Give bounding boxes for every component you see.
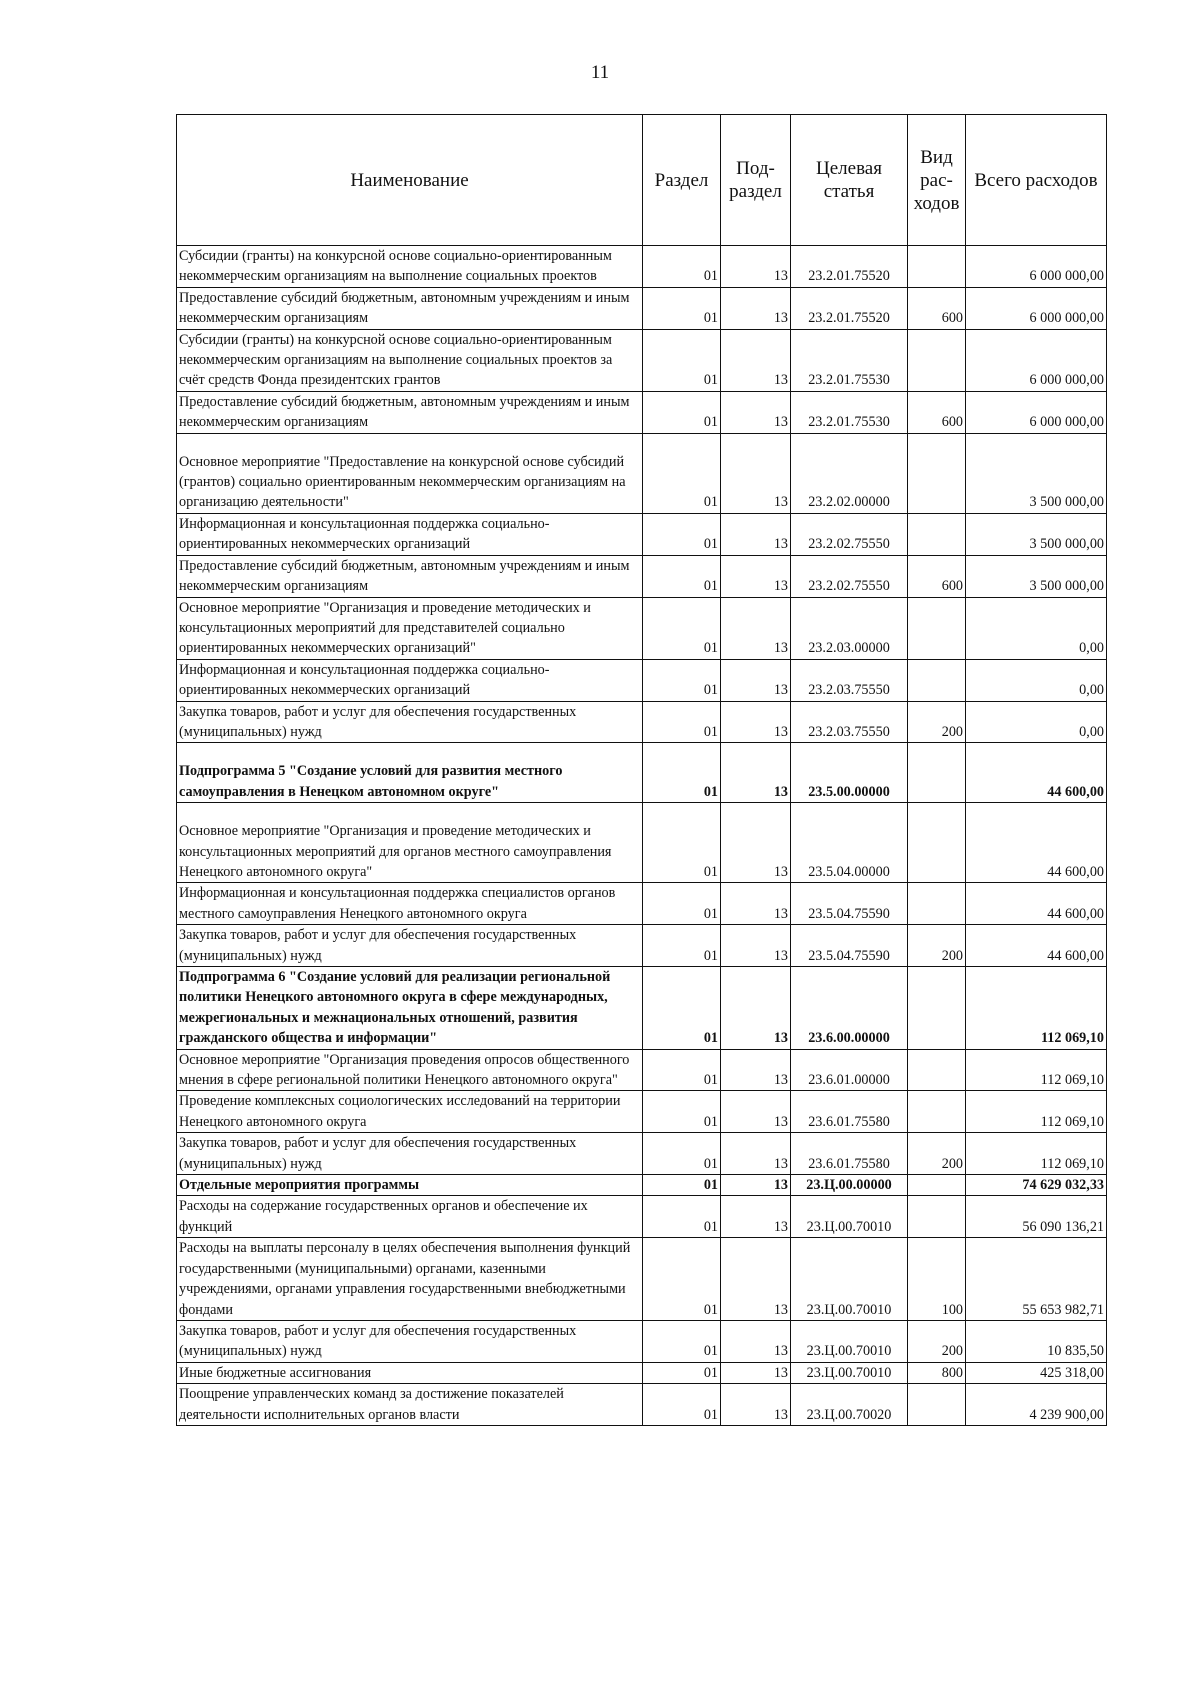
row-expense-type-cell: 200 [908,1133,966,1175]
row-section-cell: 01 [643,246,721,288]
table-row [177,1238,1107,1321]
row-total-cell: 3 500 000,00 [966,513,1107,555]
row-total-cell: 6 000 000,00 [966,287,1107,329]
table-row [177,329,1107,391]
row-target-cell: 23.2.03.00000 [791,597,908,659]
row-total-cell: 10 835,50 [966,1320,1107,1362]
row-expense-type-cell: 200 [908,925,966,967]
row-subsection-cell: 13 [721,287,791,329]
table-row [177,1175,1107,1196]
table-row [177,1384,1107,1426]
row-section-cell: 01 [643,1091,721,1133]
table-row [177,883,1107,925]
row-target-cell: 23.6.01.75580 [791,1133,908,1175]
row-subsection-cell: 13 [721,433,791,513]
row-name-cell: Закупка товаров, работ и услуг для обеспечения государственных (муниципальных) нужд [177,701,643,743]
row-subsection-cell: 13 [721,1049,791,1091]
header-expense-type: Вид рас- ходов [908,115,966,246]
row-target-cell: 23.5.04.00000 [791,803,908,883]
row-section-cell: 01 [643,1320,721,1362]
table-row [177,967,1107,1050]
table-row [177,391,1107,433]
row-total-cell: 6 000 000,00 [966,329,1107,391]
row-section-cell: 01 [643,1175,721,1196]
row-name-cell: Расходы на выплаты персоналу в целях обеспечения выполнения функций государственными (муниципальными) органами, казенными учреждениями, органами управления государственными внебюджетными фондами [177,1238,643,1321]
row-name-cell: Субсидии (гранты) на конкурсной основе социально-ориентированным некоммерческим организациям на выполнение социальных проектов за счёт средств Фонда президентских грантов [177,329,643,391]
row-total-cell: 112 069,10 [966,1049,1107,1091]
row-target-cell: 23.6.00.00000 [791,967,908,1050]
row-target-cell: 23.2.03.75550 [791,659,908,701]
table-row [177,659,1107,701]
row-expense-type-cell [908,1196,966,1238]
table-row [177,1133,1107,1175]
row-expense-type-cell [908,1175,966,1196]
table-row [177,246,1107,288]
row-name-cell: Предоставление субсидий бюджетным, автономным учреждениям и иным некоммерческим организациям [177,391,643,433]
row-section-cell: 01 [643,287,721,329]
row-expense-type-cell [908,803,966,883]
table-row [177,433,1107,513]
table-body [177,246,1107,1426]
row-expense-type-cell [908,883,966,925]
row-total-cell: 112 069,10 [966,1133,1107,1175]
row-section-cell: 01 [643,659,721,701]
table-row [177,1196,1107,1238]
row-section-cell: 01 [643,1238,721,1321]
row-name-cell: Основное мероприятие "Организация и проведение методических и консультационных мероприятий для органов местного самоуправления Ненецкого автономного округа" [177,803,643,883]
row-name-cell: Основное мероприятие "Предоставление на конкурсной основе субсидий (грантов) социально ориентированным некоммерческим организациям на организацию деятельности" [177,433,643,513]
row-target-cell: 23.Ц.00.70020 [791,1384,908,1426]
row-expense-type-cell [908,597,966,659]
row-total-cell: 44 600,00 [966,883,1107,925]
row-subsection-cell: 13 [721,1091,791,1133]
row-name-cell: Иные бюджетные ассигнования [177,1362,643,1383]
row-target-cell: 23.6.01.75580 [791,1091,908,1133]
row-name-cell: Предоставление субсидий бюджетным, автономным учреждениям и иным некоммерческим организациям [177,555,643,597]
row-total-cell: 44 600,00 [966,803,1107,883]
row-expense-type-cell [908,433,966,513]
table-row [177,1320,1107,1362]
row-target-cell: 23.2.01.75520 [791,246,908,288]
row-section-cell: 01 [643,1133,721,1175]
row-total-cell: 55 653 982,71 [966,1238,1107,1321]
row-expense-type-cell [908,967,966,1050]
table-row [177,597,1107,659]
row-subsection-cell: 13 [721,391,791,433]
header-subsection: Под- раздел [721,115,791,246]
row-target-cell: 23.5.04.75590 [791,883,908,925]
row-expense-type-cell [908,1091,966,1133]
row-section-cell: 01 [643,597,721,659]
table-row [177,555,1107,597]
row-section-cell: 01 [643,391,721,433]
row-subsection-cell: 13 [721,555,791,597]
row-target-cell: 23.Ц.00.00000 [791,1175,908,1196]
row-section-cell: 01 [643,883,721,925]
table-row [177,925,1107,967]
row-subsection-cell: 13 [721,1175,791,1196]
row-section-cell: 01 [643,1362,721,1383]
row-subsection-cell: 13 [721,1320,791,1362]
row-name-cell: Подпрограмма 6 "Создание условий для реализации региональной политики Ненецкого автономного округа в сфере международных, межрегиональных и межнациональных отношений, развития гражданского общества и информации" [177,967,643,1050]
header-target: Целевая статья [791,115,908,246]
row-subsection-cell: 13 [721,883,791,925]
row-subsection-cell: 13 [721,1196,791,1238]
row-subsection-cell: 13 [721,1384,791,1426]
row-section-cell: 01 [643,1384,721,1426]
row-section-cell: 01 [643,329,721,391]
row-total-cell: 6 000 000,00 [966,391,1107,433]
row-total-cell: 3 500 000,00 [966,433,1107,513]
row-subsection-cell: 13 [721,967,791,1050]
row-section-cell: 01 [643,1049,721,1091]
row-expense-type-cell: 600 [908,287,966,329]
row-expense-type-cell: 600 [908,391,966,433]
row-subsection-cell: 13 [721,329,791,391]
row-target-cell: 23.Ц.00.70010 [791,1196,908,1238]
row-subsection-cell: 13 [721,743,791,803]
table-row [177,1362,1107,1383]
row-name-cell: Поощрение управленческих команд за достижение показателей деятельности исполнительных органов власти [177,1384,643,1426]
row-subsection-cell: 13 [721,1362,791,1383]
row-name-cell: Закупка товаров, работ и услуг для обеспечения государственных (муниципальных) нужд [177,925,643,967]
row-target-cell: 23.2.02.00000 [791,433,908,513]
row-name-cell: Информационная и консультационная поддержка социально-ориентированных некоммерческих организаций [177,513,643,555]
row-total-cell: 112 069,10 [966,1091,1107,1133]
row-target-cell: 23.Ц.00.70010 [791,1320,908,1362]
table-row [177,287,1107,329]
row-target-cell: 23.5.00.00000 [791,743,908,803]
row-target-cell: 23.Ц.00.70010 [791,1238,908,1321]
row-expense-type-cell: 600 [908,555,966,597]
row-section-cell: 01 [643,925,721,967]
header-total: Всего расходов [966,115,1107,246]
row-name-cell: Информационная и консультационная поддержка социально-ориентированных некоммерческих организаций [177,659,643,701]
row-total-cell: 0,00 [966,597,1107,659]
row-section-cell: 01 [643,701,721,743]
row-expense-type-cell [908,743,966,803]
row-name-cell: Закупка товаров, работ и услуг для обеспечения государственных (муниципальных) нужд [177,1133,643,1175]
table-row [177,701,1107,743]
row-total-cell: 3 500 000,00 [966,555,1107,597]
row-target-cell: 23.2.03.75550 [791,701,908,743]
row-total-cell: 44 600,00 [966,743,1107,803]
row-name-cell: Основное мероприятие "Организация и проведение методических и консультационных мероприятий для представителей социально ориентированных некоммерческих организаций" [177,597,643,659]
row-section-cell: 01 [643,743,721,803]
row-section-cell: 01 [643,803,721,883]
row-expense-type-cell [908,1049,966,1091]
row-section-cell: 01 [643,433,721,513]
row-total-cell: 112 069,10 [966,967,1107,1050]
row-total-cell: 74 629 032,33 [966,1175,1107,1196]
row-section-cell: 01 [643,555,721,597]
row-target-cell: 23.5.04.75590 [791,925,908,967]
table-row [177,1091,1107,1133]
header-name: Наименование [177,115,643,246]
row-subsection-cell: 13 [721,1238,791,1321]
header-section: Раздел [643,115,721,246]
row-expense-type-cell: 200 [908,701,966,743]
row-target-cell: 23.2.01.75530 [791,329,908,391]
row-name-cell: Проведение комплексных социологических исследований на территории Ненецкого автономного округа [177,1091,643,1133]
row-name-cell: Основное мероприятие "Организация проведения опросов общественного мнения в сфере региональной политики Ненецкого автономного округа" [177,1049,643,1091]
table-row [177,803,1107,883]
budget-table [176,114,1107,1426]
row-section-cell: 01 [643,967,721,1050]
row-expense-type-cell: 800 [908,1362,966,1383]
row-section-cell: 01 [643,1196,721,1238]
row-expense-type-cell [908,329,966,391]
row-name-cell: Предоставление субсидий бюджетным, автономным учреждениям и иным некоммерческим организациям [177,287,643,329]
row-subsection-cell: 13 [721,513,791,555]
row-target-cell: 23.6.01.00000 [791,1049,908,1091]
row-section-cell: 01 [643,513,721,555]
row-subsection-cell: 13 [721,597,791,659]
row-expense-type-cell [908,513,966,555]
row-total-cell: 6 000 000,00 [966,246,1107,288]
row-subsection-cell: 13 [721,659,791,701]
row-name-cell: Закупка товаров, работ и услуг для обеспечения государственных (муниципальных) нужд [177,1320,643,1362]
row-name-cell: Субсидии (гранты) на конкурсной основе социально-ориентированным некоммерческим организациям на выполнение социальных проектов [177,246,643,288]
row-total-cell: 4 239 900,00 [966,1384,1107,1426]
row-total-cell: 0,00 [966,701,1107,743]
row-expense-type-cell [908,659,966,701]
row-subsection-cell: 13 [721,1133,791,1175]
row-expense-type-cell [908,1384,966,1426]
row-total-cell: 0,00 [966,659,1107,701]
table-row [177,1049,1107,1091]
row-name-cell: Информационная и консультационная поддержка специалистов органов местного самоуправления Ненецкого автономного округа [177,883,643,925]
row-subsection-cell: 13 [721,803,791,883]
page-number: 11 [590,62,610,83]
row-expense-type-cell: 100 [908,1238,966,1321]
row-subsection-cell: 13 [721,925,791,967]
row-target-cell: 23.2.02.75550 [791,555,908,597]
row-name-cell: Отдельные мероприятия программы [177,1175,643,1196]
row-subsection-cell: 13 [721,701,791,743]
row-expense-type-cell: 200 [908,1320,966,1362]
row-name-cell: Расходы на содержание государственных органов и обеспечение их функций [177,1196,643,1238]
row-expense-type-cell [908,246,966,288]
row-subsection-cell: 13 [721,246,791,288]
row-total-cell: 425 318,00 [966,1362,1107,1383]
row-target-cell: 23.Ц.00.70010 [791,1362,908,1383]
table-row [177,743,1107,803]
row-total-cell: 56 090 136,21 [966,1196,1107,1238]
row-total-cell: 44 600,00 [966,925,1107,967]
table-header-row [177,115,1107,246]
row-name-cell: Подпрограмма 5 "Создание условий для развития местного самоуправления в Ненецком автономном округе" [177,743,643,803]
row-target-cell: 23.2.01.75530 [791,391,908,433]
row-target-cell: 23.2.02.75550 [791,513,908,555]
table-row [177,513,1107,555]
row-target-cell: 23.2.01.75520 [791,287,908,329]
